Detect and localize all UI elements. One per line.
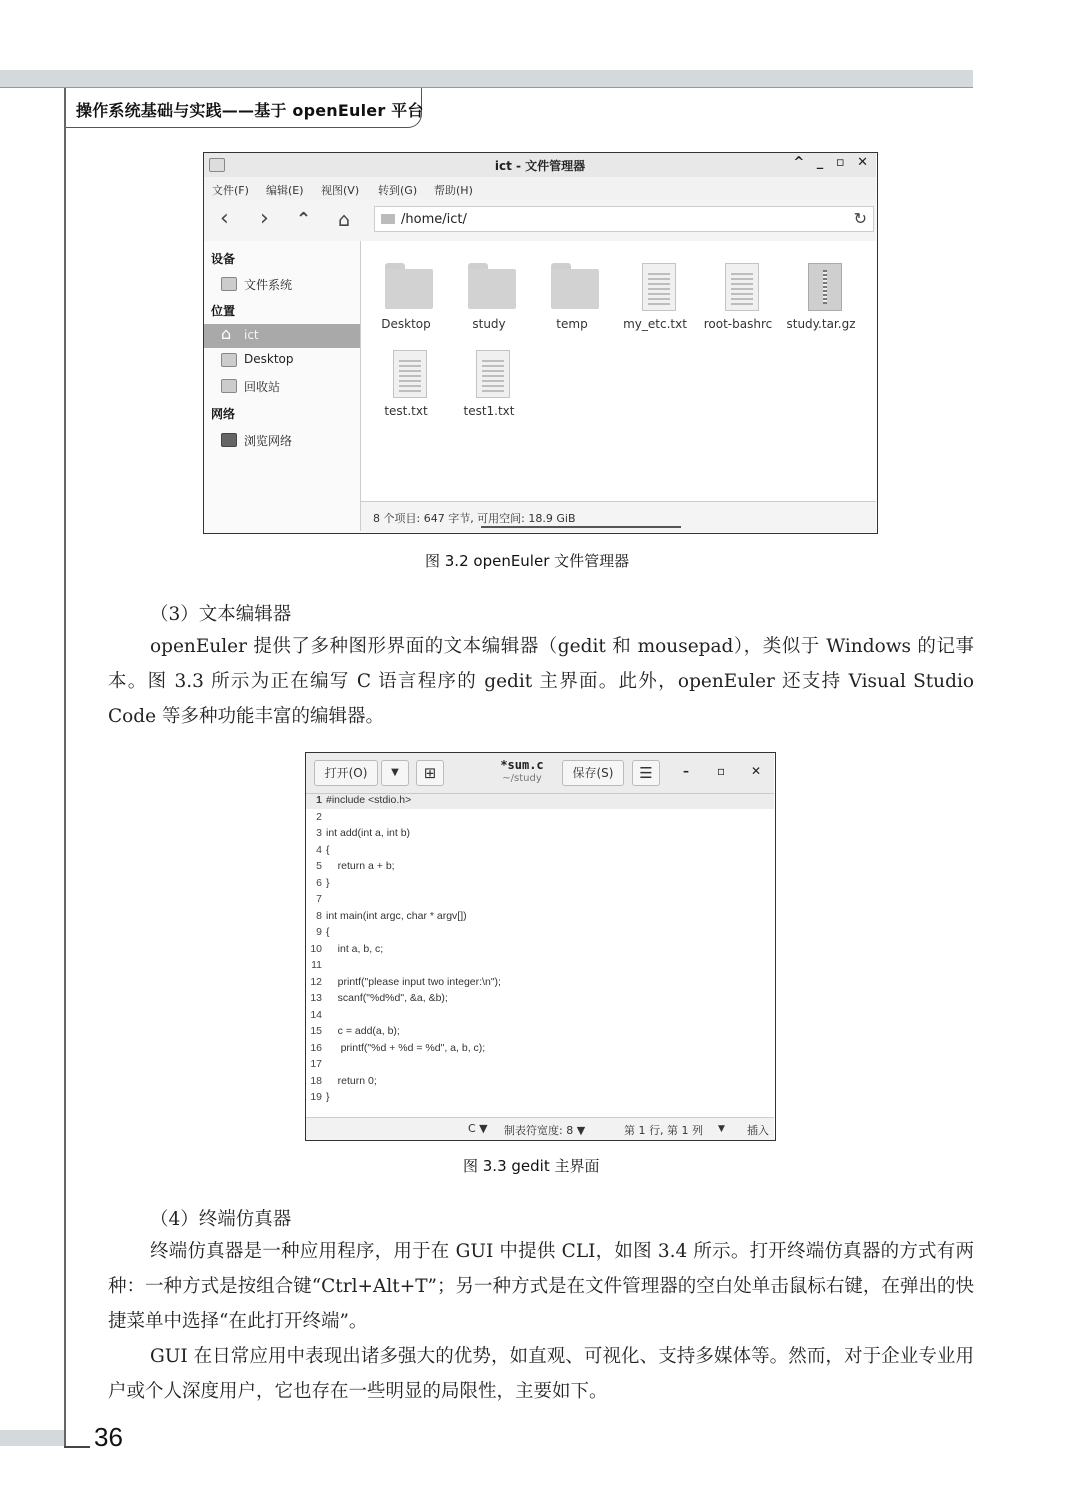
chevron-down-icon[interactable]: ▼ [718, 1124, 725, 1134]
code-line[interactable]: int add(int a, int b) [326, 827, 411, 839]
line-number: 17 [310, 1058, 322, 1070]
sidebar-item-label: ict [244, 328, 259, 342]
menu-view[interactable]: 视图(V) [321, 184, 360, 197]
file-name: test1.txt [463, 404, 515, 418]
menu-file[interactable]: 文件(F) [212, 184, 249, 197]
paragraph: GUI 在日常应用中表现出诸多强大的优势，如直观、可视化、支持多媒体等。然而，对于企业专业用户或个人深度用户，它也存在一些明显的局限性，主要如下。 [108, 1346, 974, 1402]
file-item-desktop[interactable] [364, 249, 448, 335]
zipper [823, 270, 827, 304]
code-line[interactable]: int main(int argc, char * argv[]) [326, 909, 467, 922]
line-number: 14 [310, 1008, 322, 1021]
code-line[interactable]: return a + b; [326, 860, 395, 872]
folder-icon [385, 269, 433, 309]
cursor-position[interactable]: 第 1 行, 第 1 列 [624, 1124, 703, 1137]
text-file-icon [476, 350, 510, 398]
sidebar-item-ict[interactable] [204, 324, 360, 348]
code-line[interactable]: c = add(a, b); [326, 1025, 400, 1037]
code-line[interactable]: printf("please input two integer:\n"); [326, 975, 501, 988]
line-number: 8 [316, 909, 322, 922]
file-name: test.txt [384, 404, 428, 418]
home-icon[interactable]: ⌂ [338, 209, 351, 231]
line-number: 12 [310, 975, 322, 988]
fm-window-title: ict - 文件管理器 [494, 159, 586, 173]
code-line[interactable]: printf("%d + %d = %d", a, b, c); [326, 1041, 486, 1054]
tab-width-selector[interactable]: 制表符宽度: 8 ▼ [504, 1124, 586, 1137]
code-line[interactable]: #include <stdio.h> [326, 794, 412, 806]
sidebar-item-label: 浏览网络 [244, 434, 293, 448]
line-number: 16 [310, 1041, 322, 1054]
file-manager-window [203, 152, 878, 534]
gedit-window [305, 752, 776, 1141]
insert-mode: 插入 [747, 1124, 769, 1137]
file-name: study.tar.gz [786, 317, 856, 331]
gedit-headerbar [306, 753, 774, 794]
figure-caption-3-3: 图 3.3 gedit 主界面 [463, 1157, 600, 1175]
sidebar-item-filesystem[interactable] [204, 272, 360, 296]
file-grid [361, 241, 876, 501]
paragraph: 终端仿真器是一种应用程序，用于在 GUI 中提供 CLI，如图 3.4 所示。打开终端仿真器的方式有两种：一种方式是按组合键“Ctrl+Alt+T”；另一种方式是在文件管理器的空白处单击鼠标右键，在弹出的快捷菜单中选择“在此打开终端”。 [108, 1241, 974, 1332]
line-number: 4 [316, 843, 322, 856]
file-name: Desktop [381, 317, 431, 331]
sidebar-item-label: 文件系统 [244, 278, 293, 292]
section-heading: （4）终端仿真器 [150, 1209, 292, 1230]
fm-statusbar [361, 501, 876, 532]
chevron-up-icon[interactable]: ⌃ [296, 209, 312, 230]
code-line[interactable]: { [326, 843, 330, 856]
new-tab-button[interactable]: ⊞ [416, 760, 444, 786]
fm-menubar [204, 177, 876, 199]
sidebar-item-browse-network[interactable] [204, 428, 360, 452]
file-item-temp[interactable] [530, 249, 614, 335]
file-item-study-tar[interactable] [779, 249, 863, 335]
file-name: my_etc.txt [623, 317, 687, 331]
folder-icon [468, 269, 516, 309]
file-item-my-etc[interactable] [613, 249, 697, 335]
scrollbar[interactable] [481, 526, 681, 528]
path-text: /home/ict/ [401, 212, 467, 227]
gedit-statusbar [306, 1117, 774, 1140]
archive-icon [808, 263, 842, 311]
sidebar-section-devices: 设备 [211, 252, 236, 266]
fm-sidebar [204, 241, 361, 531]
path-bar[interactable] [374, 206, 874, 232]
line-number: 18 [310, 1074, 322, 1087]
line-number: 10 [310, 942, 322, 955]
line-number: 19 [310, 1091, 322, 1103]
file-item-test[interactable] [364, 336, 448, 422]
figure-caption-3-2: 图 3.2 openEuler 文件管理器 [425, 552, 630, 570]
maximize-icon[interactable]: ▫ [717, 764, 726, 778]
sidebar-section-network: 网络 [211, 407, 236, 421]
line-number: 15 [310, 1025, 322, 1037]
code-line[interactable]: } [326, 876, 330, 889]
network-icon [221, 433, 237, 447]
paragraph: openEuler 提供了多种图形界面的文本编辑器（gedit 和 mousepad），类似于 Windows 的记事本。图 3.3 所示为正在编写 C 语言程序的 gedit 主界面。此外，openEuler 还支持 Visual Studio Code 等多种功能丰富的编辑器。 [108, 636, 974, 727]
section-heading: （3）文本编辑器 [150, 604, 292, 625]
language-selector[interactable]: C ▼ [468, 1122, 488, 1135]
text-lines [648, 273, 670, 305]
open-dropdown-button[interactable]: ▼ [381, 760, 409, 786]
file-name: study [472, 317, 506, 331]
sidebar-section-places: 位置 [211, 304, 236, 318]
chevron-left-icon[interactable]: ‹ [220, 206, 229, 231]
open-button[interactable]: 打开(O) [314, 760, 378, 786]
line-number: 6 [316, 876, 322, 889]
text-file-icon [725, 263, 759, 311]
line-number: 5 [316, 860, 322, 872]
file-item-study[interactable] [447, 249, 531, 335]
text-file-icon [642, 263, 676, 311]
sidebar-item-trash[interactable] [204, 374, 360, 398]
code-line[interactable]: scanf("%d%d", &a, &b); [326, 992, 448, 1004]
hamburger-menu-icon[interactable]: ☰ [632, 760, 660, 786]
fm-titlebar [204, 153, 876, 178]
folder-icon [551, 269, 599, 309]
window-controls[interactable]: ^ _ ▫ ✕ [793, 155, 872, 170]
menu-edit[interactable]: 编辑(E) [266, 184, 304, 197]
code-line[interactable]: return 0; [326, 1074, 377, 1087]
line-number: 13 [310, 992, 322, 1004]
folder-icon [381, 214, 395, 224]
save-button[interactable]: 保存(S) [562, 760, 624, 786]
line-number: 1 [316, 794, 322, 806]
line-number: 3 [316, 827, 322, 839]
code-line[interactable]: { [326, 926, 330, 938]
code-line[interactable]: } [326, 1091, 330, 1103]
text-lines [399, 360, 421, 392]
file-item-test1[interactable] [447, 336, 531, 422]
trash-icon [221, 379, 237, 393]
close-icon[interactable]: ✕ [751, 764, 762, 778]
document-path: ~/study [502, 773, 542, 784]
minimize-icon[interactable]: – [683, 764, 689, 778]
refresh-icon[interactable]: ↻ [853, 209, 867, 228]
line-number: 7 [316, 893, 322, 905]
file-item-root-bashrc[interactable] [696, 249, 780, 335]
code-line[interactable]: int a, b, c; [326, 942, 384, 955]
footer-rule [64, 1446, 90, 1448]
sidebar-item-label: Desktop [244, 352, 294, 366]
line-number: 11 [311, 959, 322, 971]
text-lines [482, 360, 504, 392]
status-text: 8 个项目: 647 字节, 可用空间: 18.9 GiB [373, 512, 576, 525]
header-band [0, 70, 973, 87]
line-number: 2 [316, 810, 322, 823]
desktop-folder-icon [221, 353, 237, 367]
sidebar-item-label: 回收站 [244, 380, 281, 394]
file-name: root-bashrc [703, 317, 773, 331]
chevron-right-icon[interactable]: › [260, 206, 269, 231]
menu-help[interactable]: 帮助(H) [434, 184, 473, 197]
drive-icon [221, 277, 237, 291]
menu-go[interactable]: 转到(G) [378, 184, 418, 197]
file-name: temp [556, 317, 588, 331]
book-title: 操作系统基础与实践——基于 openEuler 平台 [76, 101, 424, 120]
sidebar-item-desktop[interactable] [204, 348, 360, 372]
home-icon: ⌂ [221, 324, 232, 343]
page-number: 36 [94, 1422, 123, 1452]
text-lines [731, 273, 753, 305]
margin-rule [64, 88, 66, 1448]
footer-band [0, 1430, 64, 1446]
fm-toolbar [204, 199, 876, 242]
document-title: *sum.c [500, 758, 544, 772]
line-number: 9 [316, 926, 322, 938]
text-file-icon [393, 350, 427, 398]
